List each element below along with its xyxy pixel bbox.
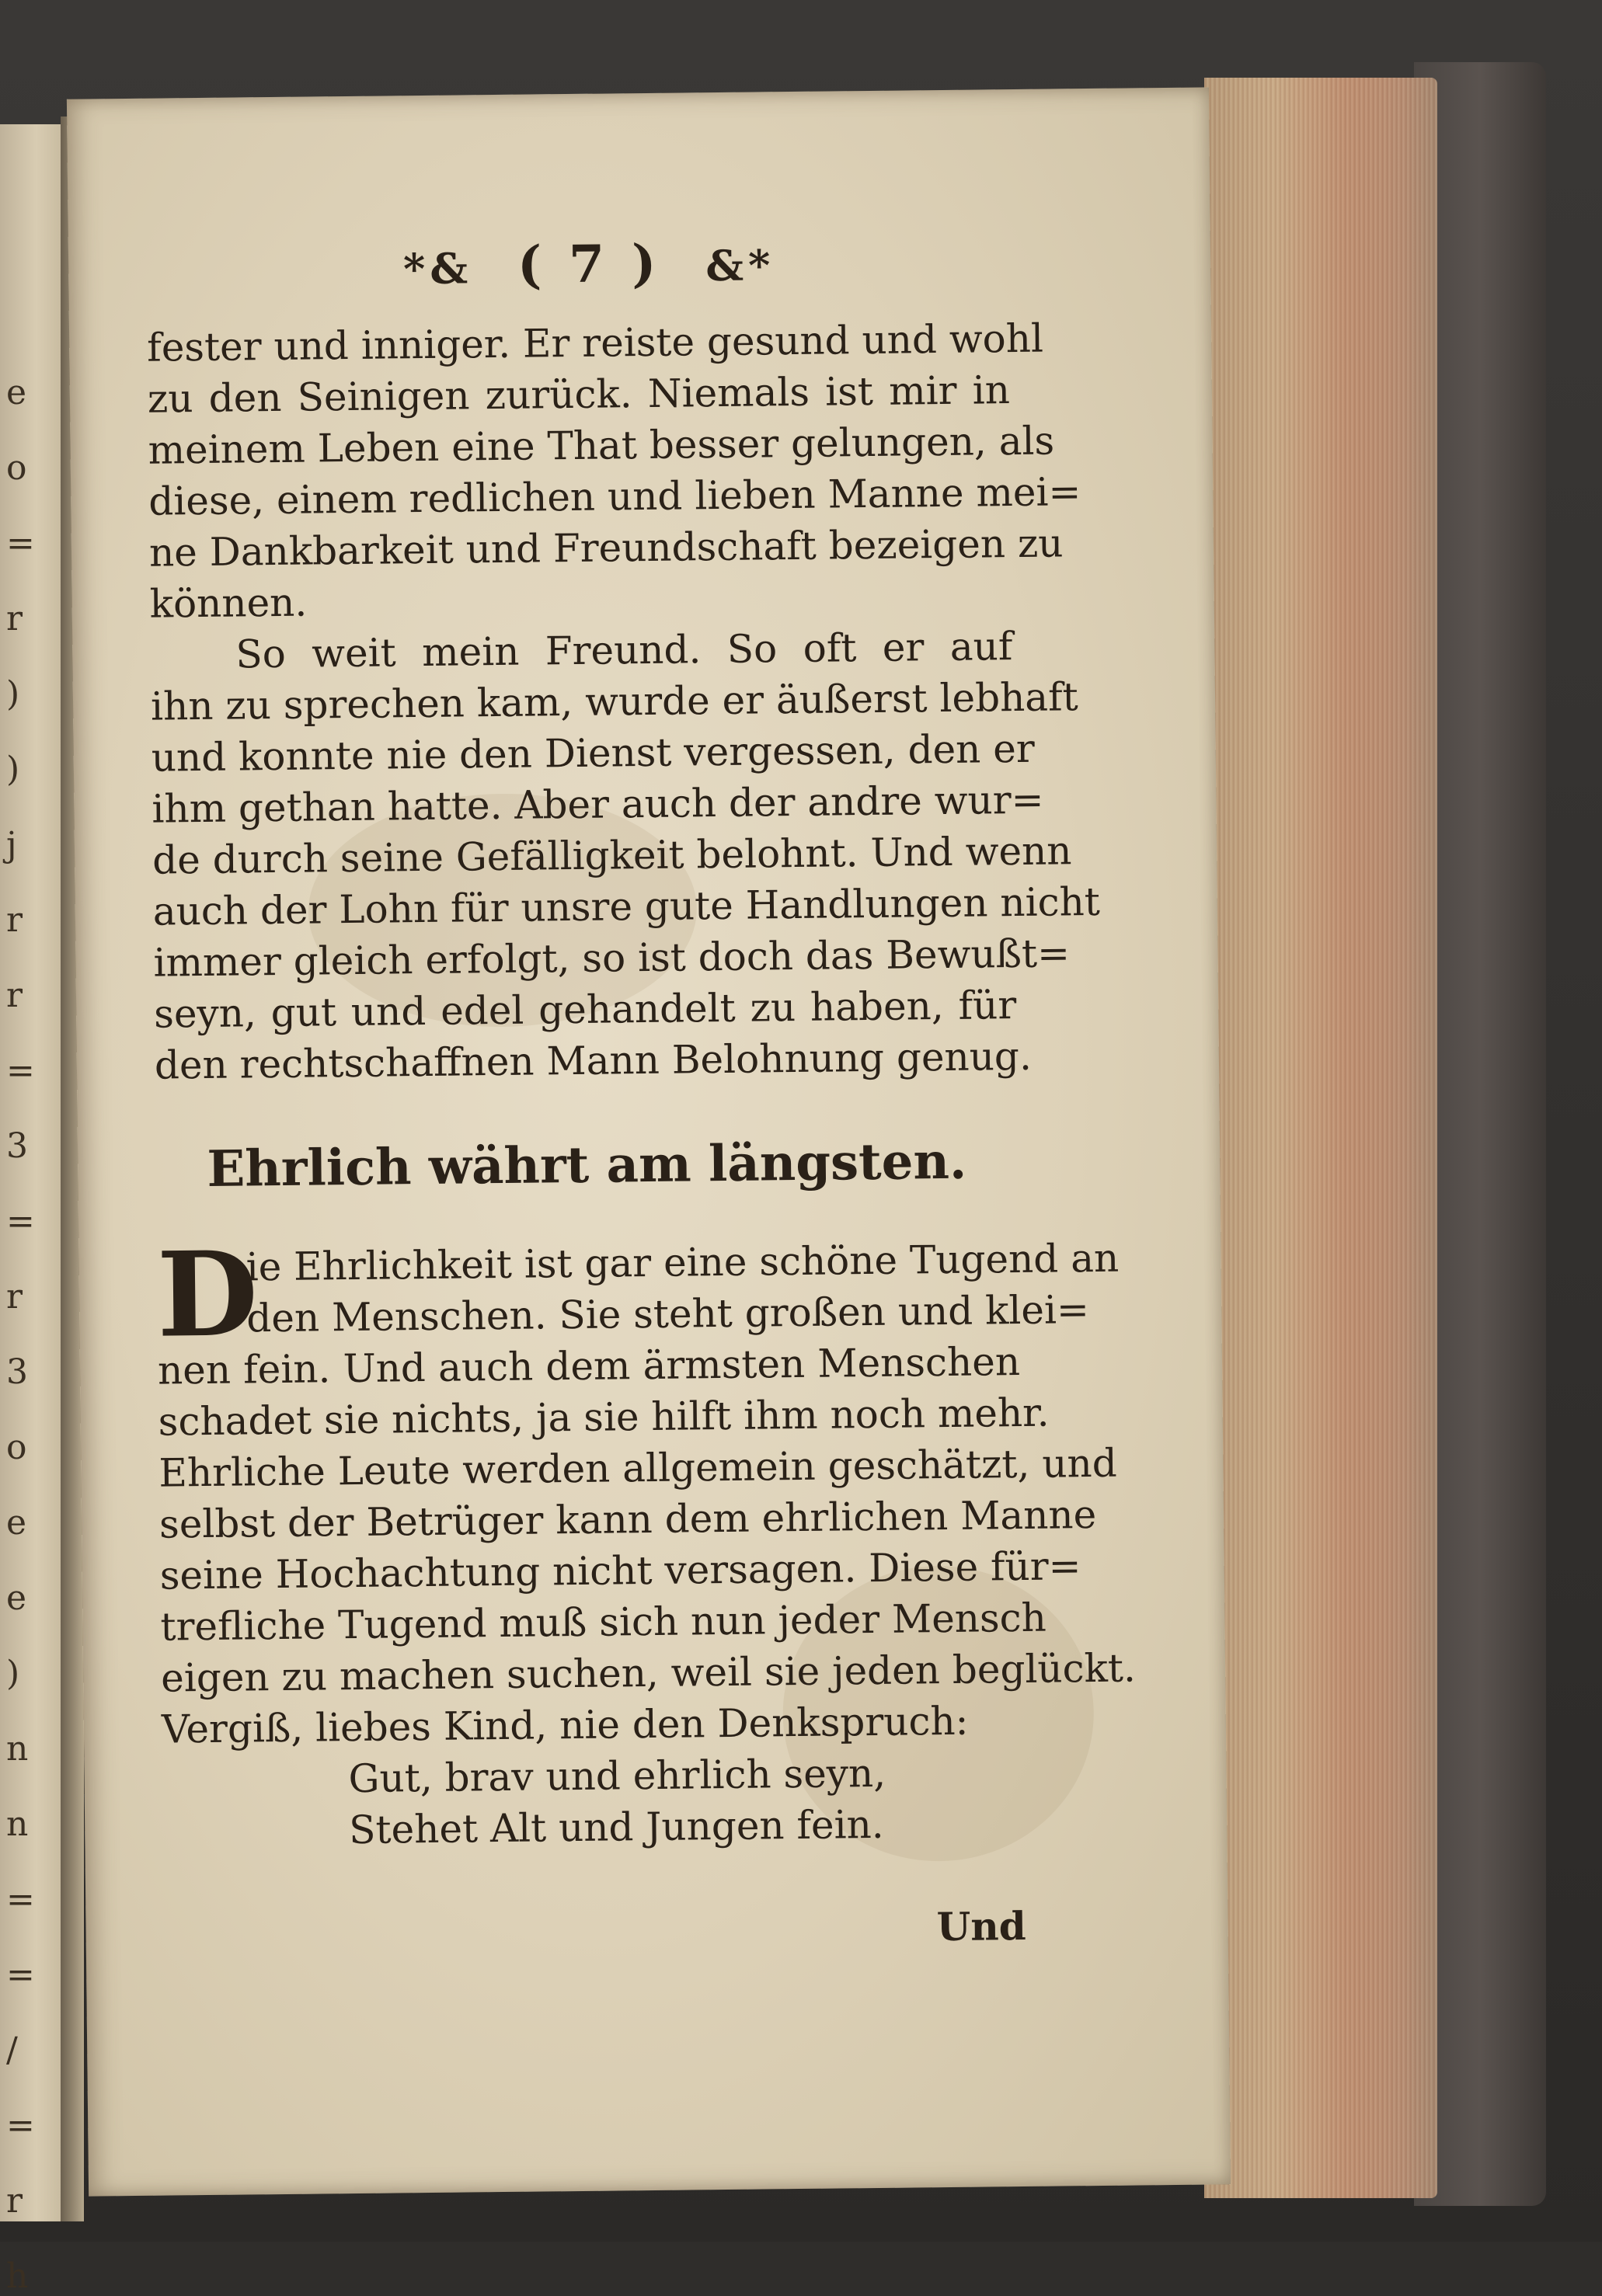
text-line: können. [149,579,308,627]
text-line: nen fein. Und auch dem ärmsten Menschen [157,1339,1021,1393]
left-page-fragment: = [6,524,35,563]
text-line: ihn zu sprechen kam, wurde er äußerst lebhaft [150,674,1078,729]
text-line: fester und inniger. Er reiste gesund und wohl [146,315,1044,370]
text-line: den rechtschaffnen Mann Belohnung genug. [154,1033,1033,1088]
left-page-fragment: o [6,1428,27,1467]
page-number: ( 7 ) [517,232,661,295]
left-facing-page [0,124,63,2296]
text-line: ihm gethan hatte. Aber auch der andre wur= [151,777,1044,832]
text-line: zu den Seinigen zurück. Niemals ist mir in [147,367,1011,422]
text-line: meinem Leben eine That besser gelungen, als [148,418,1055,473]
left-page-fragment: 3 [6,1126,28,1166]
section-heading: Ehrlich währt am längsten. [207,1132,967,1198]
left-page-fragment: n [6,1804,29,1844]
left-page-fragment: e [6,373,27,412]
ornament-right-icon: &* [705,240,775,291]
paragraph-1 [147,312,1082,630]
text-line: Vergiß, liebes Kind, nie den Denkspruch: [161,1698,969,1752]
text-line: und konnte nie den Dienst vergessen, den er [151,725,1036,781]
text-line: seine Hochachtung nicht versagen. Diese für= [159,1543,1081,1599]
left-page-fragment: = [6,1880,35,1919]
text-line: schadet sie nichts, ja sie hilft ihm noch mehr. [158,1390,1050,1445]
left-page-fragment: e [6,1578,27,1618]
left-page-fragment: / [6,2030,18,2070]
text-line: Ehrliche Leute werden allgemein geschätzt, und [158,1440,1117,1496]
text-line: So weit mein Freund. So oft er auf [235,624,1013,677]
left-page-fragment: ) [6,750,20,789]
paragraph-2 [150,620,1101,1091]
verse-line: Gut, brav und ehrlich seyn, [348,1750,886,1802]
left-page-fragment: h [6,2256,29,2296]
text-line: ie Ehrlichkeit ist gar eine schöne Tugend an [246,1235,1120,1290]
left-page-fragment: j [6,825,17,864]
left-page-fragment: r [6,2181,23,2221]
verse-line: Stehet Alt und Jungen fein. [348,1801,884,1853]
left-page-fragment: = [6,1051,35,1091]
text-line: selbst der Betrüger kann dem ehrlichen Manne [158,1491,1097,1547]
left-page-fragment: = [6,2106,35,2145]
left-page-fragment: r [6,599,23,638]
text-line: den Menschen. Sie steht großen und klei= [246,1287,1090,1341]
left-page-fragment: n [6,1729,29,1769]
text-line: diese, einem redlichen und lieben Manne mei= [148,469,1081,524]
left-page-fragment: r [6,1277,23,1317]
text-line: trefliche Tugend muß sich nun jeder Mensch [160,1595,1047,1650]
verse [162,1745,1095,1858]
left-page-fragment: = [6,1955,35,1995]
left-page-fragment: r [6,900,23,940]
left-page-fragment: = [6,1202,35,1241]
text-line: ne Dankbarkeit und Freundschaft bezeigen zu [148,520,1064,576]
page-text [146,228,1137,1957]
text-line: seyn, gut und edel gehandelt zu haben, für [153,983,1017,1037]
right-page [67,87,1231,2196]
text-line: eigen zu machen suchen, weil sie jeden beglückt. [160,1645,1137,1701]
catchword: Und [936,1902,1026,1950]
text-line: immer gleich erfolgt, so ist doch das Bewußt= [153,931,1071,986]
left-page-fragment: r [6,976,23,1015]
page-header [99,228,1079,299]
drop-cap: D [156,1226,259,1364]
left-page-fragment: e [6,1503,27,1543]
left-page-fragment: ) [6,674,20,714]
text-line: de durch seine Gefälligkeit belohnt. Und wenn [151,828,1072,883]
paragraph-3 [156,1226,1137,1755]
ornament-left-icon: *& [402,243,473,294]
text-line: auch der Lohn für unsre gute Handlungen nicht [152,878,1101,934]
left-page-fragment: ) [6,1654,20,1693]
page-edges [1204,78,1437,2198]
left-page-fragment: 3 [6,1352,28,1392]
left-page-fragment: o [6,448,27,488]
